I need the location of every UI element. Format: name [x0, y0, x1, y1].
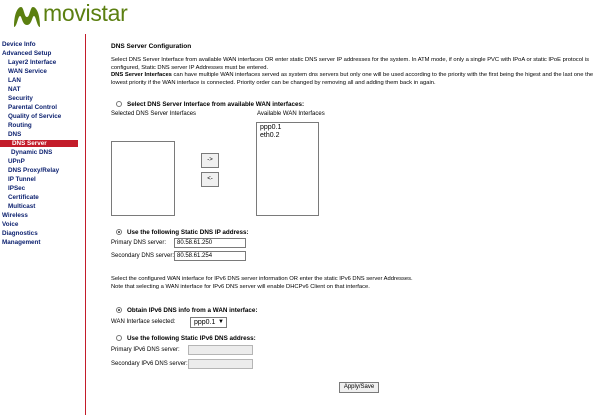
intro-line-4: lowest priority if the WAN interface is connected. Priority order can be changed by removing all and adding them back in again.	[111, 79, 436, 86]
brand-name: movistar	[43, 0, 128, 26]
sidebar-item-dns-proxy-relay[interactable]: DNS Proxy/Relay	[8, 167, 60, 174]
sidebar-item-advanced-setup[interactable]: Advanced Setup	[2, 50, 52, 57]
page-title: DNS Server Configuration	[111, 43, 192, 50]
sidebar-item-routing[interactable]: Routing	[8, 122, 32, 129]
secondary-ipv6-dns-label: Secondary IPv6 DNS server:	[111, 361, 188, 367]
sidebar-item-diagnostics[interactable]: Diagnostics	[2, 230, 38, 237]
option-ipv6-static-label: Use the following Static IPv6 DNS address:	[127, 335, 256, 342]
ipv6-note-2: Note that selecting a WAN interface for IPv6 DNS server will enable DHCPv6 Client on that interface.	[111, 284, 370, 290]
secondary-dns-input[interactable]: 80.58.61.254	[174, 251, 246, 261]
apply-save-button[interactable]: Apply/Save	[339, 382, 379, 393]
sidebar	[0, 34, 86, 415]
intro-line-1: Select DNS Server Interface from available WAN interfaces OR enter static DNS server IP addresses for the system. In ATM mode, if only a single PVC with IPoA or static IPoE protocol is	[111, 57, 589, 63]
selected-interfaces-label: Selected DNS Server Interfaces	[111, 111, 197, 117]
primary-dns-label: Primary DNS server:	[111, 240, 167, 246]
radio-dns-interface[interactable]	[116, 101, 122, 107]
primary-dns-input[interactable]: 80.58.61.250	[174, 238, 246, 248]
sidebar-item-quality-of-service[interactable]: Quality of Service	[8, 113, 62, 120]
sidebar-item-device-info[interactable]: Device Info	[2, 41, 36, 48]
wan-interface-select[interactable]	[190, 317, 227, 328]
sidebar-item-layer2-interface[interactable]: Layer2 Interface	[8, 59, 57, 66]
option-ipv6-wan-label: Obtain IPv6 DNS info from a WAN interface:	[127, 307, 258, 314]
available-interfaces-label: Available WAN Interfaces	[257, 111, 325, 117]
selected-interfaces-list[interactable]	[111, 141, 175, 216]
sidebar-item-wan-service[interactable]: WAN Service	[8, 68, 47, 75]
sidebar-item-dynamic-dns[interactable]: Dynamic DNS	[11, 149, 53, 156]
list-item[interactable]: eth0.2	[260, 132, 280, 139]
sidebar-item-ip-tunnel[interactable]: IP Tunnel	[8, 176, 36, 183]
intro-text	[111, 57, 606, 87]
wan-interface-value: ppp0.1	[194, 319, 216, 326]
sidebar-item-management[interactable]: Management	[2, 239, 41, 246]
ipv6-note-1: Select the configured WAN interface for IPv6 DNS server information OR enter the static IPv6 DNS server Addresses.	[111, 276, 413, 282]
sidebar-item-wireless[interactable]: Wireless	[2, 212, 28, 219]
primary-ipv6-dns-label: Primary IPv6 DNS server:	[111, 347, 180, 353]
option-interface-label: Select DNS Server Interface from available WAN interfaces:	[127, 101, 305, 108]
sidebar-item-ipsec[interactable]: IPSec	[8, 185, 26, 192]
radio-ipv6-wan[interactable]	[116, 307, 122, 313]
secondary-dns-label: Secondary DNS server:	[111, 253, 175, 259]
available-interfaces-list[interactable]	[256, 122, 319, 216]
option-static-label: Use the following Static DNS IP address:	[127, 229, 249, 236]
sidebar-item-parental-control[interactable]: Parental Control	[8, 104, 57, 111]
list-item[interactable]: ppp0.1	[260, 124, 282, 131]
header	[0, 0, 615, 34]
intro-bold: DNS Server Interfaces	[111, 72, 172, 79]
secondary-ipv6-dns-input[interactable]	[188, 359, 253, 369]
sidebar-item-voice[interactable]: Voice	[2, 221, 19, 228]
add-interface-button[interactable]: ->	[201, 153, 219, 168]
movistar-logo-icon	[12, 3, 42, 31]
sidebar-item-dns[interactable]: DNS	[8, 131, 22, 138]
sidebar-item-multicast[interactable]: Multicast	[8, 203, 36, 210]
sidebar-item-certificate[interactable]: Certificate	[8, 194, 39, 201]
remove-interface-button[interactable]: <-	[201, 172, 219, 187]
radio-static-dns[interactable]	[116, 229, 122, 235]
sidebar-item-dns-server[interactable]: DNS Server	[0, 140, 78, 147]
sidebar-item-nat[interactable]: NAT	[8, 86, 21, 93]
intro-line-2: configured, Static DNS server IP Addresses must be entered.	[111, 64, 269, 71]
sidebar-item-upnp[interactable]: UPnP	[8, 158, 25, 165]
main-content	[86, 34, 615, 415]
radio-ipv6-static[interactable]	[116, 335, 122, 341]
wan-interface-label: WAN Interface selected:	[111, 319, 176, 325]
intro-line-3: can have multiple WAN interfaces served as system dns servers but only one will be used according to the priority with the first being the higest and the last one the	[171, 72, 594, 79]
sidebar-item-security[interactable]: Security	[8, 95, 33, 102]
dropdown-arrow-icon: ▼	[218, 319, 224, 325]
primary-ipv6-dns-input[interactable]	[188, 345, 253, 355]
sidebar-item-lan[interactable]: LAN	[8, 77, 21, 84]
